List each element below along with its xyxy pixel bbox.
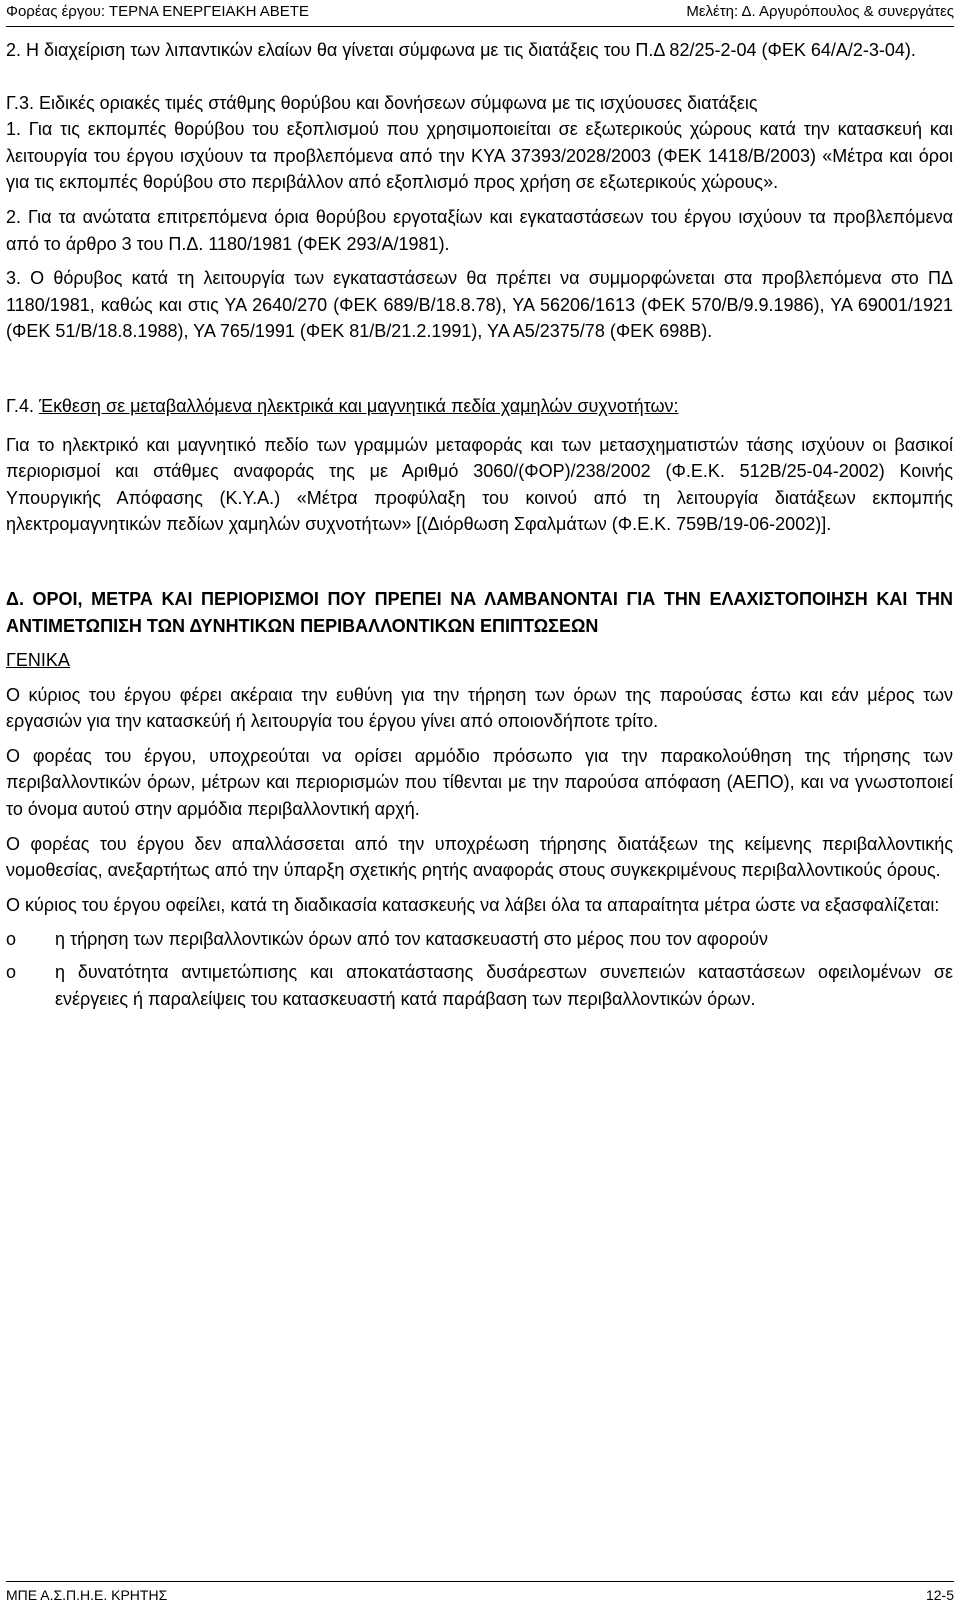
general-paragraph-1: Ο κύριος του έργου φέρει ακέραια την ευθύνη για την τήρηση των όρων της παρούσας έστω και εάν μέρος των εργασιών για την κατασκεύή ή λειτουργία του έργου γίνει από οποιονδήποτε τρίτο. xyxy=(6,684,953,732)
g3-item-1: 1. Για τις εκπομπές θορύβου του εξοπλισμού που χρησιμοποιείται σε εξωτερικούς χώρους κατά την κατασκευή και λειτουργία του έργου ισχύουν τα προβλεπόμενα από την ΚΥΑ 37393/2028/2003 (ΦΕΚ 1418/Β/2003) «Μέτρα και όροι για τις εκπομπές θορύβου στο περιβάλλον από εξοπλισμό προς χρήση σε εξωτερικούς χώρους». xyxy=(6,119,953,193)
section-d-heading: Δ. ΟΡΟΙ, ΜΕΤΡΑ ΚΑΙ ΠΕΡΙΟΡΙΣΜΟΙ ΠΟΥ ΠΡΕΠΕΙ ΝΑ ΛΑΜΒΑΝΟΝΤΑΙ ΓΙΑ ΤΗΝ ΕΛΑΧΙΣΤΟΠΟΙΗΣΗ ΚΑΙ ΤΗΝ ΑΝΤΙΜΕΤΩΠΙΣΗ ΤΩΝ ΔΥΝΗΤΙΚΩΝ ΠΕΡΙΒΑΛΛΟΝΤΙΚΩΝ ΕΠΙΠΤΩΣΕΩΝ xyxy=(6,588,953,636)
section-g4-title: Έκθεση σε μεταβαλλόμενα ηλεκτρικά και μαγνητικά πεδία χαμηλών συχνοτήτων: xyxy=(38,395,679,416)
bullet-marker: o xyxy=(6,929,17,950)
list-item xyxy=(6,959,953,1012)
header-study-author: Μελέτη: Δ. Αργυρόπουλος & συνεργάτες xyxy=(686,3,954,20)
paragraph-oils: 2. Η διαχείριση των λιπαντικών ελαίων θα γίνεται σύμφωνα με τις διατάξεις του Π.Δ 82/25-2-04 (ΦΕΚ 64/Α/2-3-04). xyxy=(6,40,916,60)
general-paragraph-4: Ο κύριος του έργου οφείλει, κατά τη διαδικασία κατασκευής να λάβει όλα τα απαραίτητα μέτρα ώστε να εξασφαλίζεται: xyxy=(6,894,940,915)
general-paragraph-2: Ο φορέας του έργου, υποχρεούται να ορίσει αρμόδιο πρόσωπο για την παρακολούθηση της τήρησης των περιβαλλοντικών όρων, μέτρων και περιορισμών που τίθενται με την παρούσα απόφαση (ΑΕΠΟ), και να γνωστοποιεί το όνομα αυτού στην αρμόδια περιβαλλοντική αρχή. xyxy=(6,745,953,820)
footer-document-name: ΜΠΕ Α.Σ.Π.Η.Ε. ΚΡΗΤΗΣ xyxy=(6,1587,168,1603)
general-paragraph-3: Ο φορέας του έργου δεν απαλλάσσεται από την υποχρέωση τήρησης διατάξεων της κείμενης περιβαλλοντικής νομοθεσίας, ανεξαρτήτως από την ύπαρξη σχετικής ρητής αναφοράς στους συγκεκριμένους περιβαλλοντικούς όρους. xyxy=(6,833,953,881)
list-item xyxy=(6,926,953,953)
list-item-text: η δυνατότητα αντιμετώπισης και αποκατάστασης δυσάρεστων συνεπειών καταστάσεων οφειλομένων σε ενέργειες ή παραλείψεις του κατασκευαστή κατά παράβαση των περιβαλλοντικών όρων. xyxy=(55,962,953,1009)
g4-paragraph: Για το ηλεκτρικό και μαγνητικό πεδίο των γραμμών μεταφοράς και των μετασχηματιστών τάσης ισχύουν οι βασικοί περιορισμοί και στάθμες αναφοράς της με Αριθμό 3060/(ΦΟΡ)/238/2002 (Φ.Ε.Κ. 512Β/25-04-2002) Κοινής Υπουργικής Απόφασης (Κ.Υ.Α.) «Μέτρα προφύλαξη του κοινού από τη λειτουργία διατάξεων εκπομπής ηλεκτρομαγνητικών πεδίων χαμηλών συχνοτήτων» [(Διόρθωση Σφαλμάτων (Φ.Ε.Κ. 759Β/19-06-2002)]. xyxy=(6,434,953,535)
g3-item-3: 3. Ο θόρυβος κατά τη λειτουργία των εγκαταστάσεων θα πρέπει να συμμορφώνεται στα προβλεπόμενα στο ΠΔ 1180/1981, καθώς και στις ΥΑ 2640/270 (ΦΕΚ 689/Β/18.8.78), ΥΑ 56206/1613 (ΦΕΚ 570/Β/9.9.1986), ΥΑ 69001/1921 (ΦΕΚ 51/Β/18.8.1988), ΥΑ 765/1991 (ΦΕΚ 81/Β/21.2.1991), ΥΑ Α5/2375/78 (ΦΕΚ 698Β). xyxy=(6,268,953,342)
document-body xyxy=(6,37,953,1018)
general-heading-text: ΓΕΝΙΚΑ xyxy=(6,650,70,671)
section-g4-heading xyxy=(6,393,953,420)
footer-page-number: 12-5 xyxy=(925,1587,954,1603)
header-project-owner: Φορέας έργου: ΤΕΡΝΑ ΕΝΕΡΓΕΙΑΚΗ ΑΒΕΤΕ xyxy=(6,3,309,20)
page-footer xyxy=(6,1581,954,1610)
general-heading xyxy=(6,647,953,674)
list-item-text: η τήρηση των περιβαλλοντικών όρων από τον κατασκευαστή στο μέρος που τον αφορούν xyxy=(55,929,768,950)
section-g3-heading: Γ.3. Ειδικές οριακές τιμές στάθμης θορύβου και δονήσεων σύμφωνα με τις ισχύουσες διατάξεις xyxy=(6,92,758,113)
measures-list xyxy=(6,926,953,1012)
g3-item-2: 2. Για τα ανώτατα επιτρεπόμενα όρια θορύβου εργοταξίων και εγκαταστάσεων του έργου ισχύουν τα προβλεπόμενα από το άρθρο 3 του Π.Δ. 1180/1981 (ΦΕΚ 293/Α/1981). xyxy=(6,206,953,254)
section-g4-number: Γ.4. xyxy=(6,395,39,416)
page-header xyxy=(6,0,954,27)
bullet-marker: o xyxy=(6,962,17,983)
